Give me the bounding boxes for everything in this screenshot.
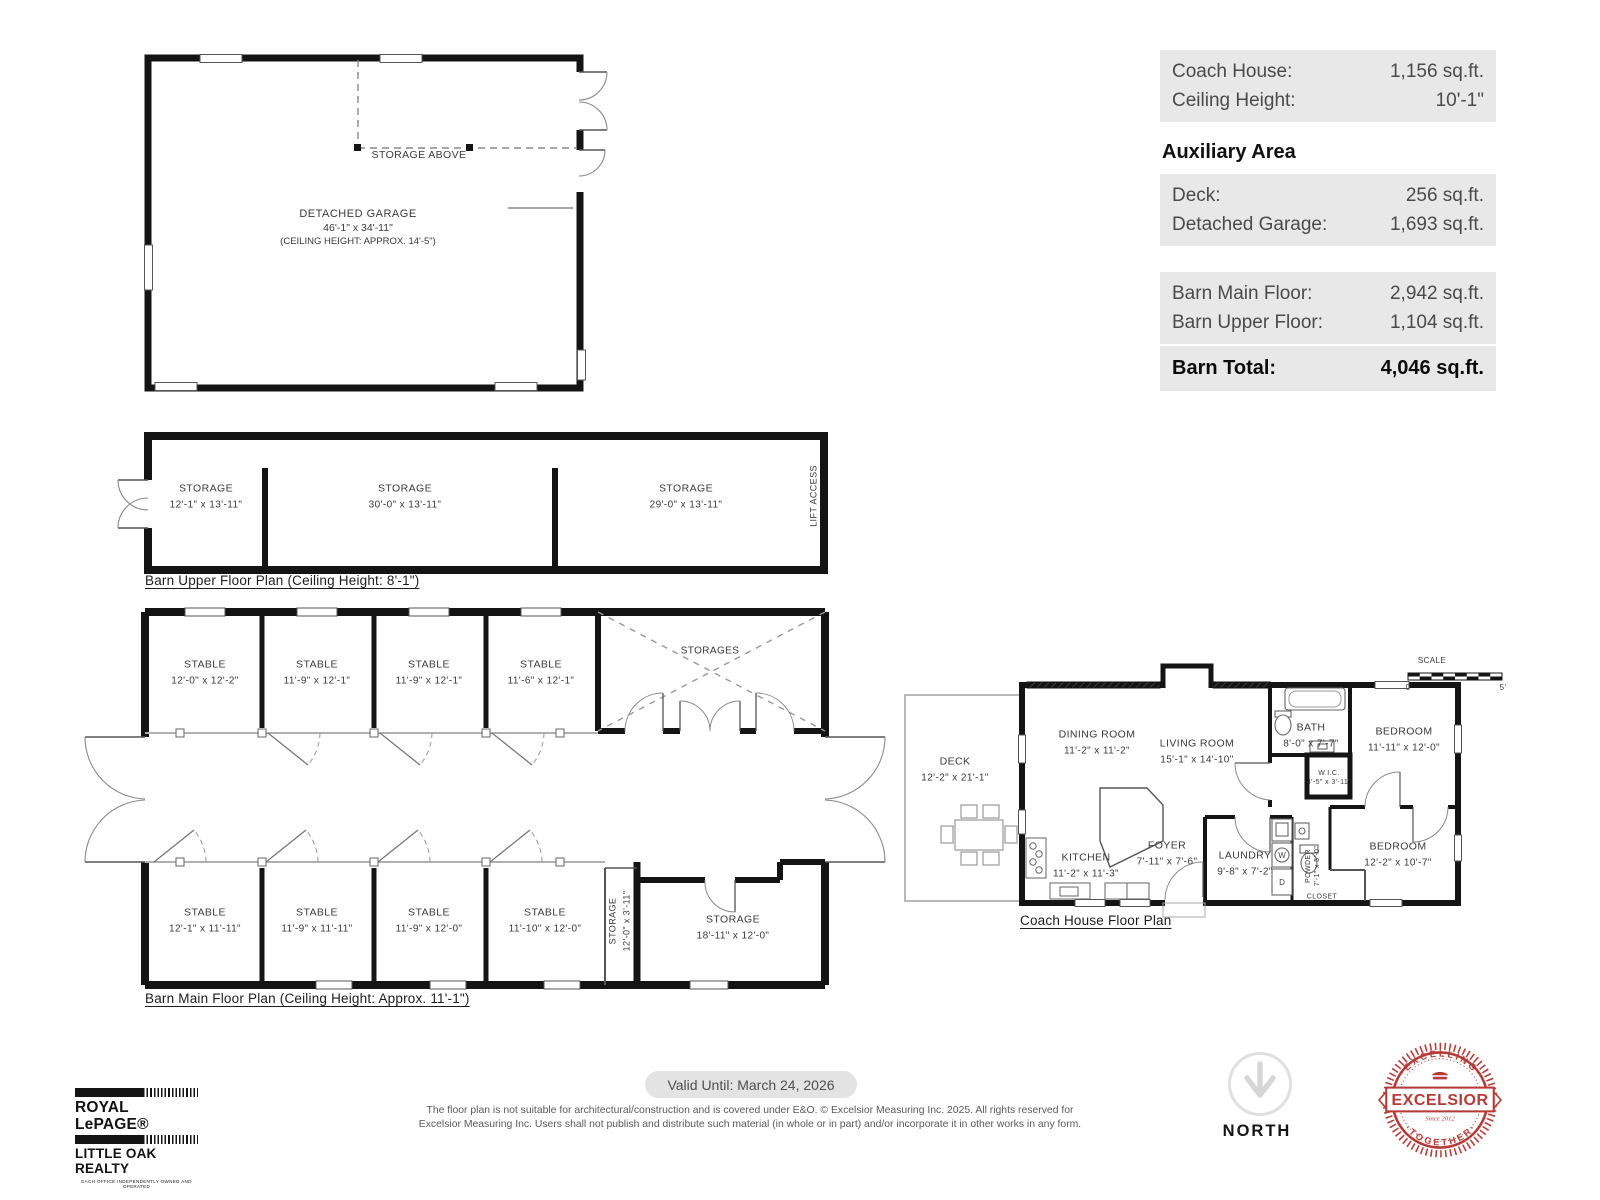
- kitchen-label: [1053, 851, 1119, 882]
- living-room-label: [1160, 737, 1234, 768]
- north-arrow-icon: [1231, 1055, 1289, 1113]
- room-name: STORAGE: [179, 482, 233, 495]
- room-dims: 7'-11" x 7'-6": [1136, 856, 1198, 868]
- garage-room-name: DETACHED GARAGE: [299, 208, 417, 220]
- north-indicator: [1228, 1052, 1292, 1116]
- room-dims: 4'-5" x 3'-11": [1306, 779, 1352, 786]
- room-name: FOYER: [1147, 839, 1187, 852]
- room-dims: 12'-0" x 12'-2": [171, 675, 239, 687]
- room-name: DECK: [939, 755, 971, 768]
- room-name: BEDROOM: [1375, 725, 1433, 738]
- deck-label: [921, 755, 989, 786]
- barn-upper-room-3: [650, 482, 723, 513]
- barn-total-row: [1172, 353, 1484, 384]
- room-dims: 11'-9" x 12'-1": [395, 675, 463, 687]
- room-dims: 11'-9" x 11'-11": [281, 923, 353, 935]
- logo-bar-top: [75, 1088, 198, 1097]
- detached-garage-value: 1,693 sq.ft.: [1389, 214, 1484, 235]
- room-name: STORAGE: [607, 897, 618, 945]
- room-dims: 12'-1" x 13'-11": [169, 499, 243, 511]
- foyer-label: [1137, 839, 1198, 870]
- laundry-label: [1217, 849, 1273, 880]
- barn-upper-room-1: [170, 482, 243, 513]
- auxiliary-area-box: [1160, 174, 1496, 246]
- barn-total-value: 4,046 sq.ft.: [1380, 357, 1484, 379]
- room-dims: 9'-8" x 7'-2": [1217, 866, 1273, 878]
- room-dims: 18'-11" x 12'-0": [696, 930, 770, 942]
- room-dims: 11'-2" x 11'-3": [1052, 868, 1120, 880]
- storages-label: STORAGES: [680, 645, 740, 657]
- garage-room-label: [280, 208, 436, 247]
- deck-row: [1172, 181, 1484, 210]
- room-name: BEDROOM: [1369, 840, 1427, 853]
- dining-room-label: [1059, 728, 1136, 759]
- barn-upper-value: 1,104 sq.ft.: [1389, 312, 1484, 333]
- badge-since-text: Since 2012: [1425, 1115, 1455, 1123]
- lift-access-label: LIFT ACCESS: [808, 465, 819, 527]
- coach-house-caption: Coach House Floor Plan: [1020, 913, 1172, 928]
- deck-outline: [905, 695, 1023, 901]
- north-label: NORTH: [1222, 1122, 1292, 1140]
- coach-house-area-box: [1160, 50, 1496, 122]
- stable-top-3: [396, 658, 463, 689]
- excelsior-badge: [1378, 1038, 1502, 1162]
- room-dims: 15'-1" x 14'-10": [1160, 754, 1234, 766]
- brand-tagline: EACH OFFICE INDEPENDENTLY OWNED AND OPERATED: [81, 1179, 192, 1189]
- scale-end: 5': [1499, 683, 1507, 692]
- dryer-letter: D: [1279, 878, 1285, 887]
- room-dims: 12'-0" x 3'-11": [621, 890, 631, 952]
- powder-label: [1304, 846, 1322, 886]
- room-dims: 11'-2" x 11'-2": [1063, 745, 1131, 757]
- deck-value: 256 sq.ft.: [1405, 185, 1484, 206]
- scale-bar: [1408, 673, 1502, 680]
- barn-main-caption: Barn Main Floor Plan (Ceiling Height: Approx. 11'-1"): [145, 991, 470, 1006]
- room-dims: 11'-9" x 12'-0": [395, 923, 463, 935]
- barn-total-label: Barn Total:: [1172, 357, 1277, 379]
- garage-storage-above-label: [372, 148, 467, 164]
- barn-main-label: Barn Main Floor:: [1172, 283, 1313, 304]
- room-dims: 12'-2" x 10'-7": [1364, 857, 1432, 869]
- room-name: STORAGE: [378, 482, 432, 495]
- stable-bottom-2: [281, 906, 352, 937]
- badge-bottom-arc-text: · T O G E T H E R ·: [1403, 1123, 1477, 1148]
- room-dims: 11'-10" x 12'-0": [508, 923, 582, 935]
- room-name: STABLE: [296, 658, 338, 671]
- room-name: STABLE: [524, 906, 566, 919]
- room-name: STORAGE: [659, 482, 713, 495]
- ceiling-height-row: [1172, 86, 1484, 115]
- room-dims: 12'-1" x 11'-11": [169, 923, 241, 935]
- barn-main-value: 2,942 sq.ft.: [1389, 283, 1484, 304]
- disclaimer-line2: Excelsior Measuring Inc. Users shall not publish and distribute such material (in whole or in part) and/or incorporate it in other works in any form.: [418, 1119, 1082, 1131]
- stable-bottom-3: [396, 906, 463, 937]
- room-name: LIVING ROOM: [1159, 737, 1235, 750]
- room-name: KITCHEN: [1061, 851, 1111, 864]
- deck-label: Deck:: [1172, 185, 1221, 206]
- detached-garage-row: [1172, 210, 1484, 239]
- stable-bottom-1: [169, 906, 241, 937]
- room-name: STABLE: [184, 906, 226, 919]
- barn-upper-label: Barn Upper Floor:: [1172, 312, 1324, 333]
- room-dims: 30'-0" x 13'-11": [368, 499, 442, 511]
- garage-ceiling-note: (CEILING HEIGHT: APPROX. 14'-5"): [280, 236, 436, 247]
- room-dims: 7'-1" x 5'-0": [1314, 845, 1321, 887]
- washer-letter: W: [1278, 851, 1286, 860]
- badge-name-text: EXCELSIOR: [1391, 1092, 1489, 1110]
- room-dims: 29'-0" x 13'-11": [649, 499, 723, 511]
- area-info-panel: [1160, 50, 1496, 391]
- coach-house-label: Coach House:: [1172, 61, 1293, 82]
- storage-above-text: STORAGE ABOVE: [371, 149, 467, 162]
- deck-furniture: [941, 805, 1017, 865]
- room-name: STORAGE: [706, 913, 760, 926]
- room-name: STABLE: [184, 658, 226, 671]
- room-dims: 12'-2" x 21'-1": [921, 772, 989, 784]
- bedroom2-label: [1364, 840, 1432, 871]
- room-dims: 11'-6" x 12'-1": [507, 675, 575, 687]
- barn-total-box: [1160, 346, 1496, 391]
- ceiling-height-value: 10'-1": [1435, 90, 1484, 111]
- barn-upper-room-2: [369, 482, 442, 513]
- room-name: STABLE: [296, 906, 338, 919]
- stable-bottom-4: [509, 906, 582, 937]
- detached-garage-label: Detached Garage:: [1172, 214, 1328, 235]
- coach-house-row: [1172, 57, 1484, 86]
- room-name: DINING ROOM: [1058, 728, 1136, 741]
- stable-top-2: [284, 658, 351, 689]
- garage-room-dims: 46'-1" x 34'-11": [323, 222, 393, 234]
- bedroom1-label: [1368, 725, 1440, 756]
- barn-area-box: [1160, 272, 1496, 344]
- barn-upper-caption: Barn Upper Floor Plan (Ceiling Height: 8'-1"): [145, 573, 420, 588]
- auxiliary-area-header: Auxiliary Area: [1162, 141, 1296, 163]
- coach-house-value: 1,156 sq.ft.: [1389, 61, 1484, 82]
- barn-upper-row: [1172, 308, 1484, 337]
- stable-top-1: [171, 658, 239, 689]
- scale-start: 0': [1405, 683, 1413, 692]
- room-name: BATH: [1296, 721, 1326, 734]
- badge-burger-bun: [1433, 1077, 1447, 1080]
- valid-until-badge: [645, 1071, 857, 1098]
- brand-line2: LITTLE OAK REALTY: [75, 1146, 157, 1176]
- disclaimer-line1: The floor plan is not suitable for architectural/construction and is covered under E&O. © Excelsior Measuring Inc. 2025. All rights reserved for: [426, 1105, 1074, 1116]
- ceiling-height-label: Ceiling Height:: [1172, 90, 1296, 111]
- room-name: STABLE: [520, 658, 562, 671]
- valid-until-text: Valid Until: March 24, 2026: [667, 1076, 835, 1093]
- scale-label: SCALE: [1417, 656, 1447, 665]
- brand-line1: ROYAL LePAGE®: [75, 1099, 149, 1133]
- room-name: LAUNDRY: [1218, 849, 1272, 862]
- coach-house-plan-drawing: [895, 645, 1520, 945]
- closet-label: CLOSET: [1306, 893, 1338, 901]
- logo-bar-bottom: [75, 1135, 198, 1144]
- wic-label: [1307, 769, 1351, 787]
- bath-label: [1283, 721, 1339, 752]
- storage-large-label: [697, 913, 770, 944]
- room-name: POWDER: [1304, 849, 1312, 883]
- storage-small-label: [607, 891, 634, 952]
- room-dims: 8'-0" x 7'-7": [1283, 738, 1339, 750]
- disclaimer: [395, 1104, 1105, 1132]
- room-dims: 11'-11" x 12'-0": [1368, 742, 1440, 754]
- royal-lepage-logo: [75, 1086, 198, 1189]
- barn-main-row: [1172, 279, 1484, 308]
- room-name: STABLE: [408, 658, 450, 671]
- badge-top-arc-text: · E X C E L L I N G ·: [1397, 1048, 1483, 1078]
- room-name: W.I.C.: [1318, 769, 1340, 777]
- stable-top-4: [508, 658, 575, 689]
- room-name: STABLE: [408, 906, 450, 919]
- room-dims: 11'-9" x 12'-1": [283, 675, 351, 687]
